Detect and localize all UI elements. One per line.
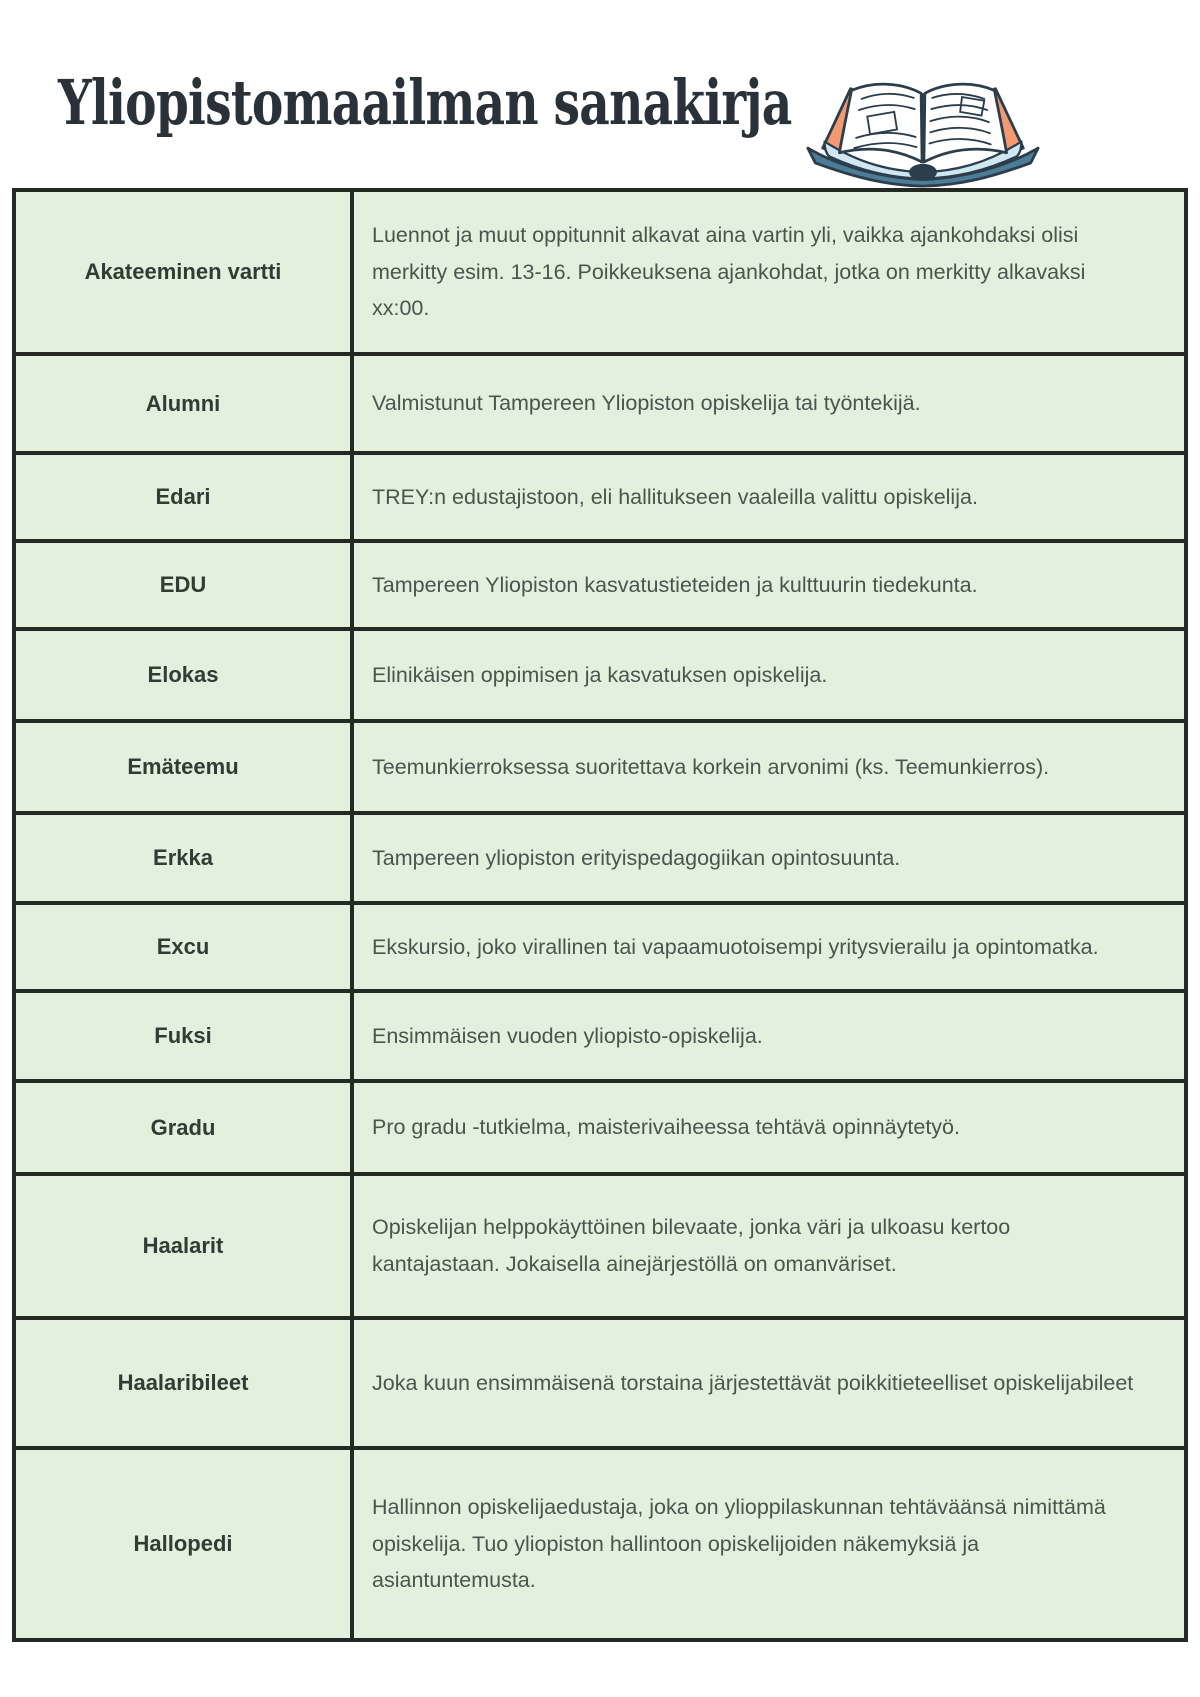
term-cell: Edari (16, 455, 354, 539)
table-row (16, 993, 1184, 1083)
term-cell: Erkka (16, 815, 354, 901)
term-cell: Elokas (16, 631, 354, 719)
definition-cell: Teemunkierroksessa suoritettava korkein arvonimi (ks. Teemunkierros). (372, 754, 1050, 779)
term-cell: Haalarit (16, 1176, 354, 1316)
term-cell: Emäteemu (16, 723, 354, 811)
table-row (16, 815, 1184, 905)
definition-cell: TREY:n edustajistoon, eli hallitukseen vaaleilla valittu opiskelija. (372, 484, 978, 509)
definition-cell: Tampereen Yliopiston kasvatustieteiden ja kulttuurin tiedekunta. (372, 572, 978, 597)
definition-cell: Ensimmäisen vuoden yliopisto-opiskelija. (372, 1023, 763, 1048)
term-cell: Fuksi (16, 993, 354, 1079)
table-row (16, 631, 1184, 723)
table-row (16, 543, 1184, 631)
page-title: Yliopistomaailman sanakirja (58, 66, 792, 139)
table-row (16, 1320, 1184, 1450)
table-row (16, 1083, 1184, 1176)
term-cell: Gradu (16, 1083, 354, 1172)
definition-cell: Elinikäisen oppimisen ja kasvatuksen opiskelija. (372, 662, 828, 687)
dictionary-table (12, 188, 1188, 1642)
table-row (16, 1450, 1184, 1638)
definition-cell: Pro gradu -tutkielma, maisterivaiheessa tehtävä opinnäytetyö. (372, 1115, 960, 1140)
table-row (16, 192, 1184, 356)
table-row (16, 455, 1184, 543)
open-book-icon (792, 58, 1054, 188)
term-cell: Haalaribileet (16, 1320, 354, 1446)
term-cell: Akateeminen vartti (16, 192, 354, 352)
header (0, 0, 1200, 188)
definition-cell: Hallinnon opiskelijaedustaja, joka on ylioppilaskunnan tehtäväänsä nimittämä opiskelija. Tuo yliopiston hallintoon opiskelijoiden näkemyksiä ja asiantuntemusta. (372, 1494, 1106, 1593)
definition-cell: Luennot ja muut oppitunnit alkavat aina vartin yli, vaikka ajankohdaksi olisi merkitty esim. 13-16. Poikkeuksena ajankohdat, jotka on merkitty alkavaksi xx:00. (372, 222, 1086, 321)
term-cell: EDU (16, 543, 354, 627)
term-cell: Alumni (16, 356, 354, 451)
term-cell: Excu (16, 905, 354, 989)
definition-cell: Opiskelijan helppokäyttöinen bilevaate, jonka väri ja ulkoasu kertoo kantajastaan. Jokaisella ainejärjestöllä on omanväriset. (372, 1215, 1011, 1276)
table-row (16, 356, 1184, 455)
definition-cell: Valmistunut Tampereen Yliopiston opiskelija tai työntekijä. (372, 391, 921, 416)
table-row (16, 905, 1184, 993)
definition-cell: Tampereen yliopiston erityispedagogiikan opintosuunta. (372, 845, 901, 870)
definition-cell: Ekskursio, joko virallinen tai vapaamuotoisempi yritysvierailu ja opintomatka. (372, 934, 1099, 959)
term-cell: Hallopedi (16, 1450, 354, 1638)
table-row (16, 723, 1184, 815)
definition-cell: Joka kuun ensimmäisenä torstaina järjestettävät poikkitieteelliset opiskelijabileet (372, 1370, 1134, 1395)
table-row (16, 1176, 1184, 1320)
